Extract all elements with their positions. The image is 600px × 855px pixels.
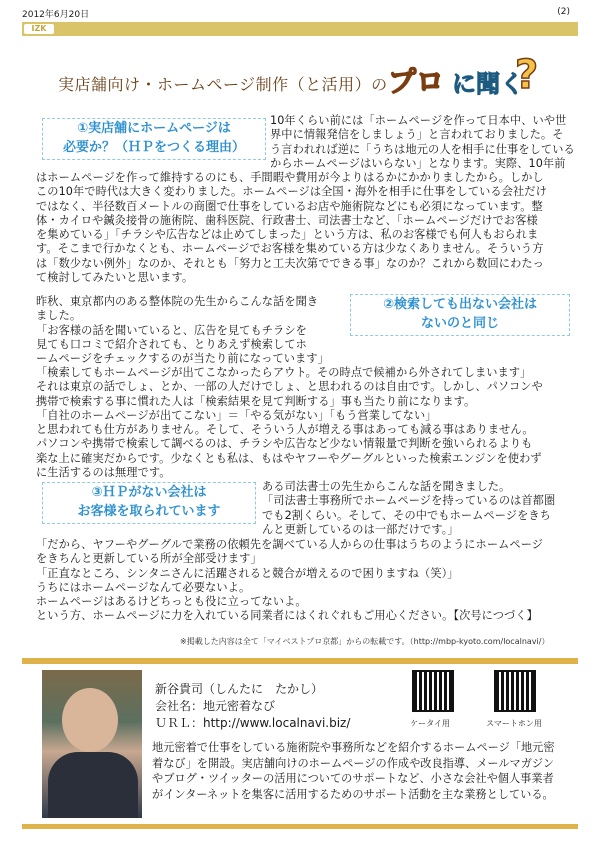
- section-3-intro: [262, 480, 582, 537]
- smartphone-qr-code: [494, 670, 536, 712]
- footer-bar: [22, 824, 578, 829]
- text-line: う言われれば逆に「うちは地元の人を相手に仕事をしている: [270, 142, 575, 156]
- divider-bar: [22, 658, 578, 664]
- smartphone-qr-label: スマートホン用: [486, 719, 542, 728]
- text-line: がインターネットを集客に活用するためのサポート活動を主な業務としている。: [152, 787, 554, 801]
- text-line: 昨秋、東京都内のある整体院の先生からこんな話を聞き: [36, 295, 319, 308]
- section-2-body: [36, 366, 582, 480]
- text-line: 「検索してもホームページが出てこなかったらアウト。その時点で候補から外されてしまいます」: [36, 366, 532, 379]
- text-line: 見ても口コミで紹介されても、とりあえず検索してホ: [36, 337, 307, 351]
- text-line: 楽な上に確実だからです。少なくとも私は、もはやヤフーやグーグルといった検索エンジンを使わず: [36, 451, 542, 465]
- issue-date: 2012年6月20日: [22, 10, 90, 20]
- text-line: やブログ・ツイッターの活用についてのサポートなど、小さな会社や個人事業者: [152, 772, 554, 785]
- text-line: 界中に情報発信をしましょう」と言われておりました。そ: [270, 128, 564, 142]
- section-2-heading: [350, 294, 570, 336]
- section-2-intro: [36, 295, 346, 366]
- section-3-heading-line2: お客様を取られています: [77, 504, 221, 519]
- text-line: 携帯で検索する事に慣れた人は「検索結果を見て判断する」事も当たり前になります。: [36, 394, 476, 408]
- page-title: 実店舗向け・ホームページ制作（と活用）の: [58, 75, 388, 94]
- text-line: という方、ホームページに力を入れている同業者にはくれぐれもご用心ください。【次号につづく】: [36, 609, 538, 623]
- text-line: 「司法書士事務所でホームページを持っているのは首都圏: [262, 494, 556, 508]
- text-line: す。そこまで行かなくとも、ホームページでお客様を集めている方は少なくありません。そういう方: [36, 242, 544, 256]
- text-line: は「数少ない例外」なのか、それとも「努力と工夫次第でできる事」なのか？これから数回にわたっ: [36, 256, 544, 270]
- company-url: ＵＲＬ：http://www.localnavi.biz/: [155, 716, 351, 730]
- section-1-heading: [42, 118, 266, 160]
- section-1-intro: [270, 114, 582, 171]
- text-line: 着なび」を開設。実店舗向けのホームページの作成や改良指導、メールマガジン: [152, 756, 555, 770]
- text-line: ホームページはあるけどちっとも役に立ってないよ。: [36, 595, 307, 609]
- text-line: 「正直なところ、シンタニさんに活躍されると競合が増えるので困りますね（笑）」: [36, 566, 459, 580]
- text-line: をきちんと更新している所が全部受けます」: [36, 552, 262, 566]
- text-line: からホームページはいらない」となります。実際、10年前: [270, 156, 566, 170]
- text-line: この10年で時代は大きく変わりました。ホームページは全国・海外を相手に仕事をしている会社だけ: [36, 185, 547, 199]
- author-name: 新谷貴司（しんたに たかし）: [155, 682, 324, 696]
- question-mark-icon: ?: [515, 52, 539, 98]
- text-line: と思われても仕方がありません。そして、そういう人が増える事はあっても減る事はありません。: [36, 423, 534, 437]
- author-suit: [48, 752, 138, 818]
- section-1-body: [36, 171, 582, 285]
- text-line: 体・カイロや鍼灸接骨の施術院、歯科医院、行政書士、司法書士など、「ホームページだけでお客様: [36, 213, 538, 227]
- section-3-heading: [42, 482, 256, 524]
- brand-logo: IZK: [24, 24, 54, 34]
- section-3-body: [36, 538, 582, 624]
- title-pro-word: プロ: [388, 65, 445, 98]
- author-face: [62, 688, 118, 752]
- page-number: (2): [557, 7, 570, 17]
- text-line: はホームページを作って維持するのにも、手間暇や費用が今よりはるかにかかりましたから。しかし: [36, 171, 544, 184]
- text-line: んと更新しているのは一部だけです。」: [262, 522, 459, 536]
- section-3-heading-line1: ③ＨＰがない会社は: [91, 485, 207, 500]
- text-line: を集めている」「チラシや広告などは止めてしまった」という方は、私のお客様でも何人もおられま: [36, 228, 539, 242]
- author-description: [152, 740, 572, 802]
- mobile-qr-label: ケータイ用: [410, 719, 450, 728]
- text-line: ある司法書士の先生からこんな話を聞きました。: [262, 480, 511, 493]
- text-line: ではなく、半径数百メートルの商圏で仕事をしているお店や施術院などにも必須になっています。整: [36, 199, 543, 213]
- text-line: 10年くらい前には「ホームページを作って日本中、いや世: [270, 114, 567, 127]
- text-line: 地元密着で仕事をしている施術院や事務所などを紹介するホームページ「地元密: [152, 741, 555, 754]
- text-line: うちにはホームページなんて必要ないよ。: [36, 580, 251, 594]
- source-note: ※掲載した内容は全て「マイベストプロ京都」からの転載です。（http://mbp-kyoto.com/localnavi/）: [180, 637, 550, 646]
- company-name: 会社名：地元密着なび: [155, 699, 276, 713]
- section-1-heading-line2: 必要か？（ＨＰをつくる理由）: [62, 140, 245, 155]
- text-line: て検討してみたいと思います。: [36, 271, 194, 285]
- text-line: ました。: [36, 309, 82, 323]
- section-1-heading-line1: ①実店舗にホームページは: [77, 121, 231, 136]
- text-line: パソコンや携帯で検索して調べるのは、チラシや広告など少ない情報量で判断を強いられるよりも: [36, 437, 533, 451]
- mobile-qr-code: [412, 670, 454, 712]
- text-line: に生活するのは無理です。: [36, 466, 171, 480]
- text-line: 「自社のホームページが出てこない」＝「やる気がない」「もう営業してない」: [36, 408, 437, 422]
- title-suffix: に聞く: [452, 70, 524, 98]
- section-2-heading-line2: ないのと同じ: [420, 316, 499, 331]
- text-line: 「だから、ヤフーやグーグルで業務の依頼先を調べている人からの仕事はうちのようにホームページ: [36, 538, 544, 551]
- text-line: 「お客様の話を聞いていると、広告を見てもチラシを: [36, 323, 307, 337]
- text-line: でも2割くらい。そして、その中でもホームページをきち: [262, 508, 551, 522]
- text-line: それは東京の話でしょ、とか、一部の人だけでしょ、と思われるのは自由です。しかし、パソコンや: [36, 380, 543, 394]
- text-line: ームページをチェックするのが当たり前になっています」: [36, 352, 329, 366]
- section-2-heading-line1: ②検索しても出ない会社は: [382, 297, 537, 312]
- header-bar: [22, 22, 578, 36]
